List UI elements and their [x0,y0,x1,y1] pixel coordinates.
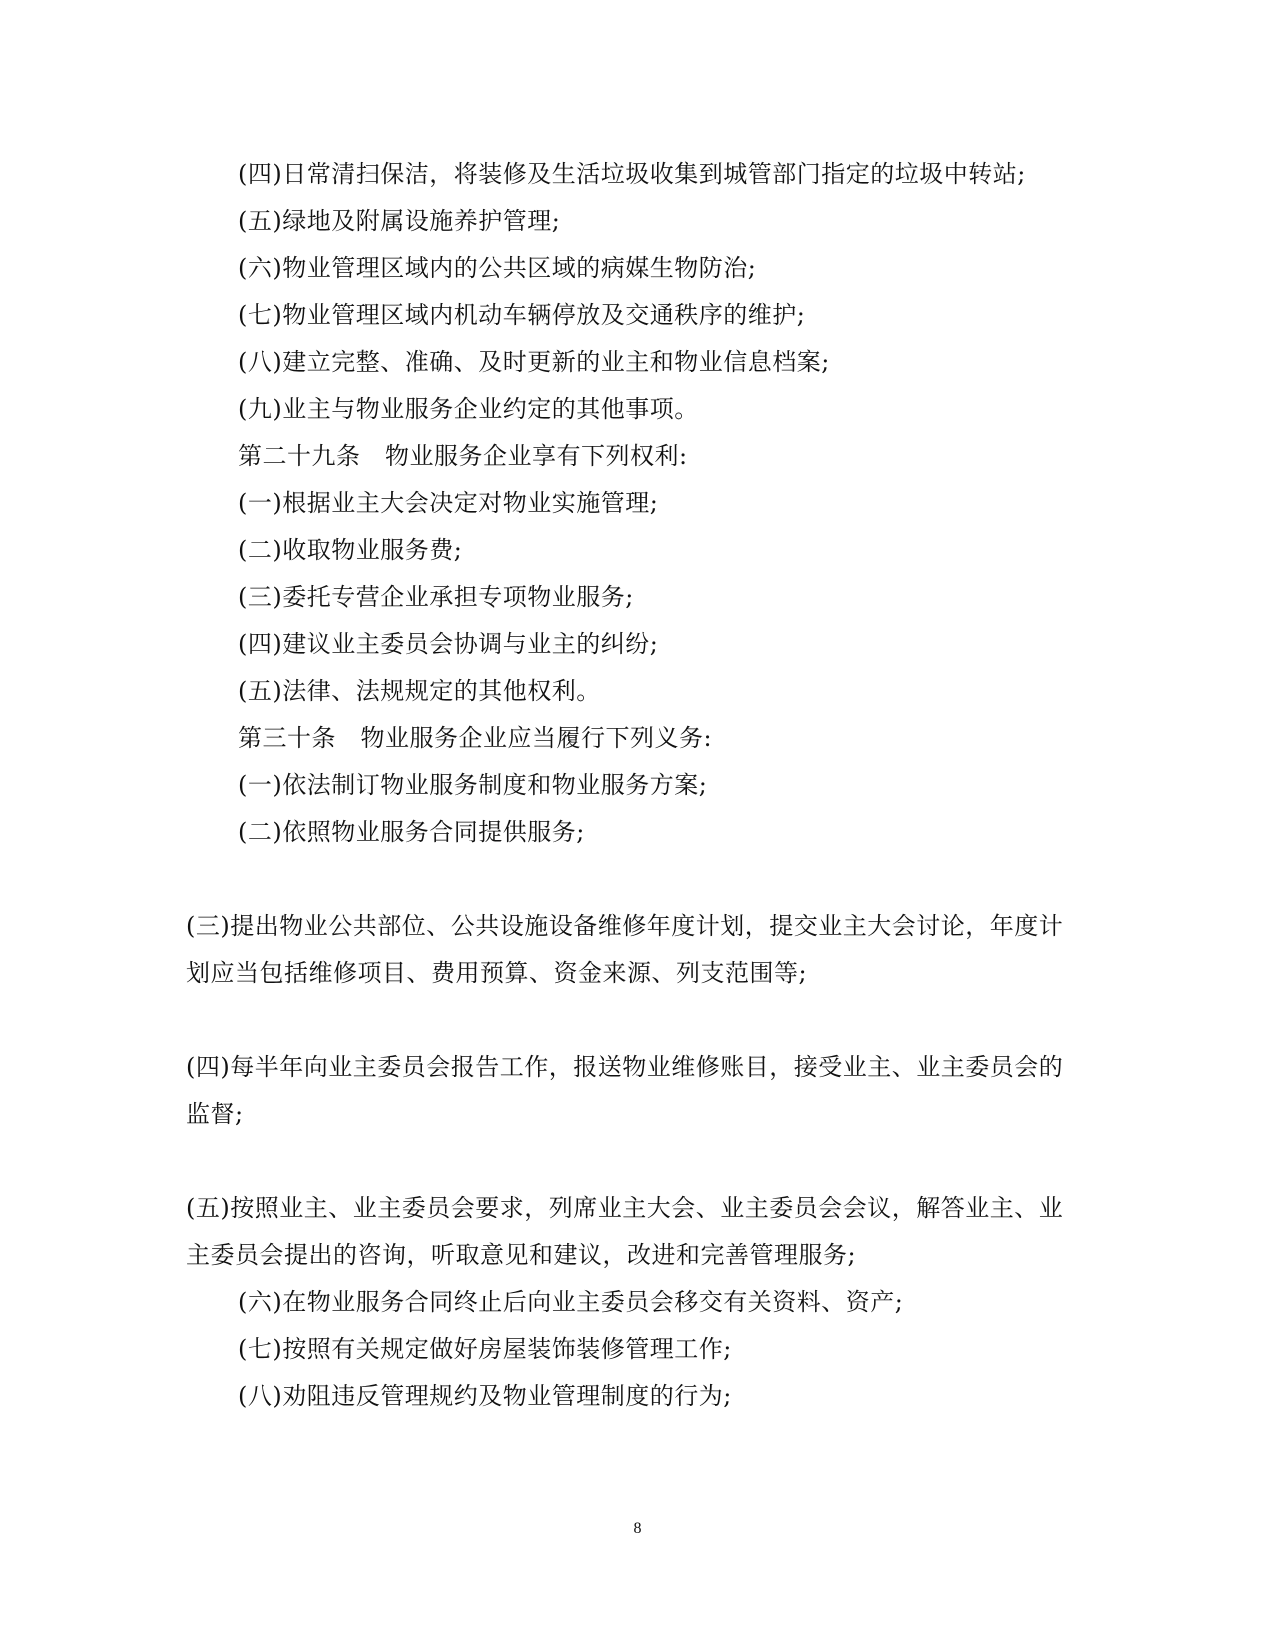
text-line: (一)根据业主大会决定对物业实施管理; [238,489,659,517]
text-line: (六)在物业服务合同终止后向业主委员会移交有关资料、资产; [238,1288,904,1316]
text-line: (六)物业管理区域内的公共区域的病媒生物防治; [238,254,757,282]
text-line: (二)依照物业服务合同提供服务; [238,818,585,846]
text-line: (九)业主与物业服务企业约定的其他事项。 [238,395,699,423]
text-line: (一)依法制订物业服务制度和物业服务方案; [238,771,708,799]
text-line: 监督; [186,1100,244,1128]
text-line: (八)建立完整、准确、及时更新的业主和物业信息档案; [238,348,830,376]
text-line: (八)劝阻违反管理规约及物业管理制度的行为; [238,1382,732,1410]
text-line: (三)委托专营企业承担专项物业服务; [238,583,634,611]
text-line: (三)提出物业公共部位、公共设施设备维修年度计划，提交业主大会讨论，年度计 [186,912,1064,940]
text-line: 主委员会提出的咨询，听取意见和建议，改进和完善管理服务; [186,1241,857,1269]
text-line: (五)绿地及附属设施养护管理; [238,207,561,235]
text-line: 划应当包括维修项目、费用预算、资金来源、列支范围等; [186,959,808,987]
article-heading: 第三十条 物业服务企业应当履行下列义务: [238,724,713,752]
text-line: (五)按照业主、业主委员会要求，列席业主大会、业主委员会会议，解答业主、业 [186,1194,1064,1222]
page-number: 8 [633,1520,642,1537]
text-line: (四)每半年向业主委员会报告工作，报送物业维修账目，接受业主、业主委员会的 [186,1053,1064,1081]
text-line: (二)收取物业服务费; [238,536,463,564]
text-line: (七)物业管理区域内机动车辆停放及交通秩序的维护; [238,301,806,329]
text-line: (四)日常清扫保洁，将装修及生活垃圾收集到城管部门指定的垃圾中转站; [238,160,1026,188]
text-line: (七)按照有关规定做好房屋装饰装修管理工作; [238,1335,732,1363]
text-line: (四)建议业主委员会协调与业主的纠纷; [238,630,659,658]
text-line: (五)法律、法规规定的其他权利。 [238,677,601,705]
article-heading: 第二十九条 物业服务企业享有下列权利: [238,442,688,470]
